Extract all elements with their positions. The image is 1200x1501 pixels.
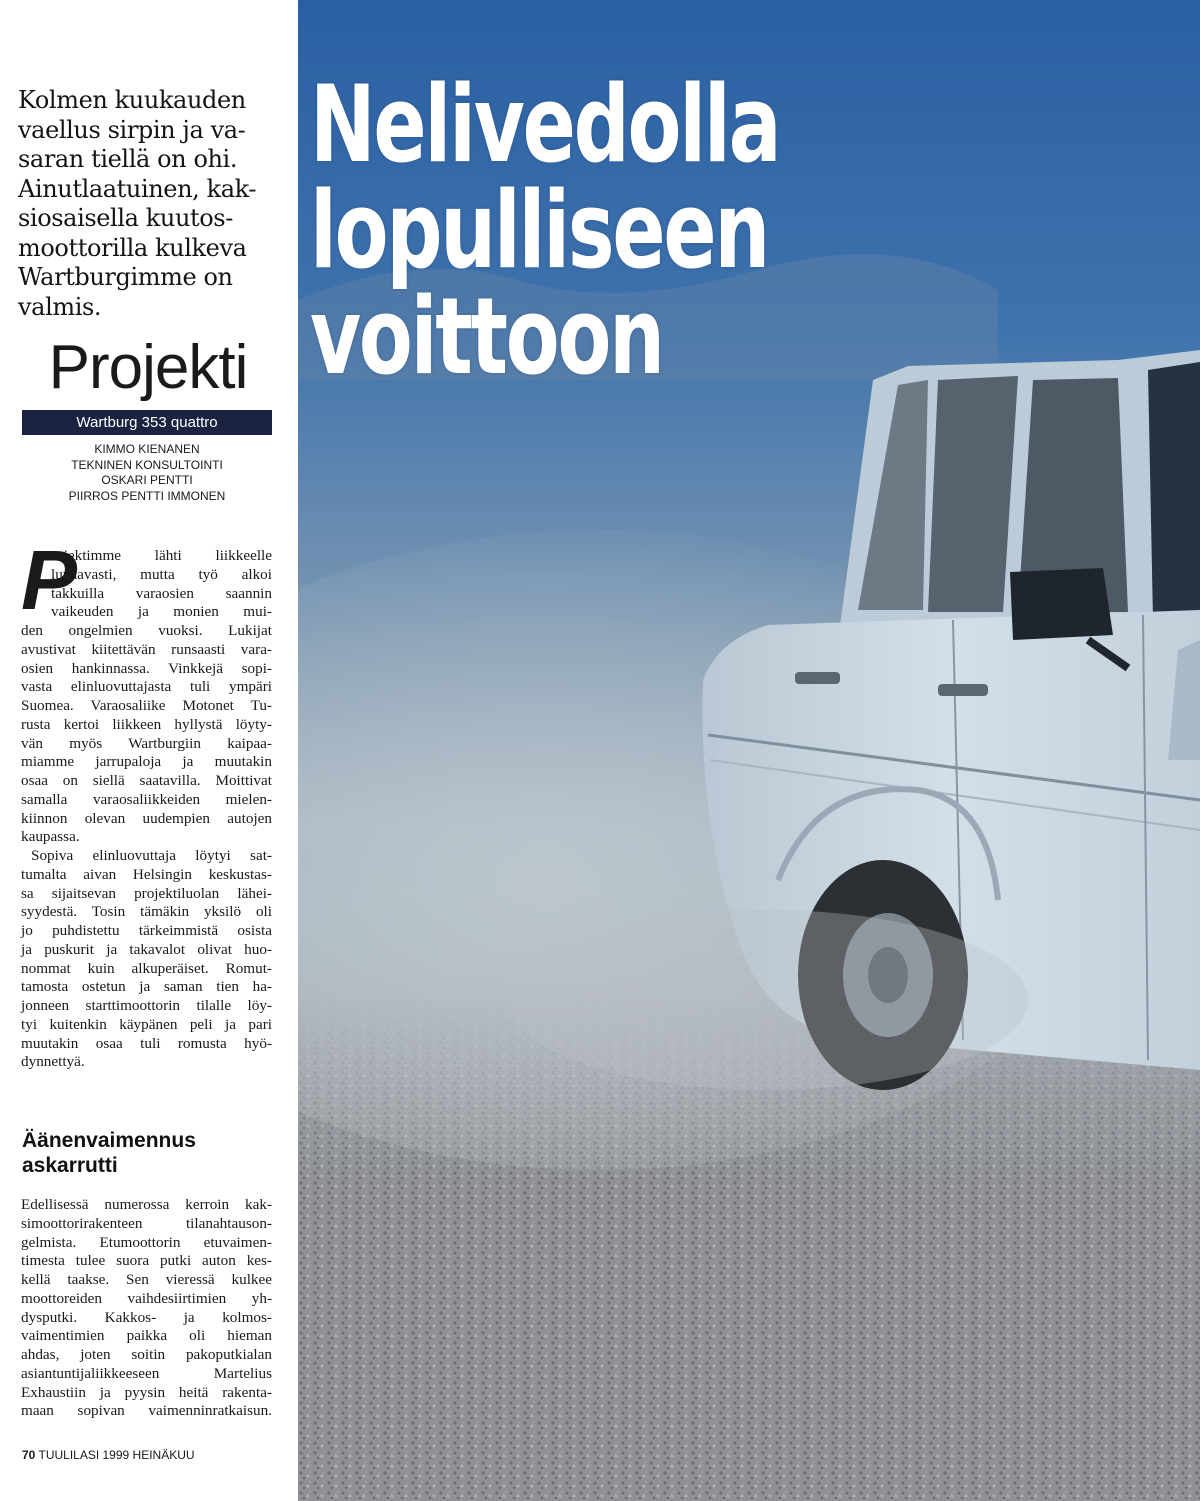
body-line: samalla varaosaliikkeiden mielen- [21, 790, 272, 808]
body-line: jo puhdistettu tärkeimmistä osista [21, 922, 272, 939]
body-line: vaikeuden ja monien mui- [51, 603, 272, 621]
subheading-line: Äänenvaimennus [22, 1129, 196, 1152]
lead-line: moottorilla kulkeva [18, 233, 247, 262]
headline-line: voittoon [310, 275, 663, 398]
body-line: moottoreiden vaihdesiirtimien yh- [21, 1289, 272, 1307]
author-credits [22, 442, 272, 504]
body-line: gelmista. Etumoottorin etuvaimen- [21, 1233, 272, 1251]
body-line: ahdas, joten soitin pakoputkialan [21, 1346, 272, 1363]
body-line: den ongelmien vuoksi. Lukijat [21, 622, 272, 639]
body-line: muutakin osaa tuli romusta hyö- [21, 1034, 272, 1052]
drop-cap: P [21, 533, 78, 627]
body-line: maan sopivan vaimenninratkaisun. [21, 1402, 272, 1420]
lead-line: saran tiellä on ohi. [18, 145, 238, 173]
body-line: tumalta aivan Helsingin keskustas- [21, 865, 272, 883]
body-line: avustivat kiitettävän runsaasti vara- [21, 640, 272, 658]
body-line: Edellisessä numerossa kerroin kak- [21, 1196, 272, 1213]
credit-line: OSKARI PENTTI [101, 473, 193, 487]
lead-line: Wartburgimme on [18, 263, 233, 291]
body-line: takkuilla varaosien saannin [51, 584, 272, 602]
body-line: tamosta ostetun ja saman tien ha- [21, 978, 272, 996]
body-line: tyi kuitenkin käypänen peli ja pari [21, 1015, 272, 1033]
body-line: Sopiva elinluovuttaja löytyi sat- [31, 847, 272, 864]
body-line: rojektimme lähti liikkeelle [51, 547, 272, 564]
article-body-2 [21, 1196, 272, 1421]
lead-line: Ainutlaatuinen, kak- [18, 174, 257, 203]
page-footer [22, 1448, 282, 1462]
body-line: kaupassa. [21, 828, 80, 846]
headline-line: lopulliseen [310, 169, 768, 292]
headline [310, 63, 961, 398]
section-subheading [22, 1128, 272, 1178]
body-line: timesta tulee suora putki auton kes- [21, 1252, 272, 1270]
credit-line: PIIRROS PENTTI IMMONEN [68, 488, 226, 503]
headline-line: Nelivedolla [310, 63, 780, 186]
subheading-line: askarrutti [22, 1154, 118, 1177]
lead-line: vaellus sirpin ja va- [18, 115, 246, 144]
body-line: Suomea. Varaosaliike Motonet Tu- [21, 697, 272, 714]
series-title: Projekti [48, 333, 248, 402]
lead-line: siosaisella kuutos- [18, 204, 233, 232]
body-line: miamme jarrupaloja ja muutakin [21, 753, 272, 771]
body-line: Exhaustiin ja pyysin heitä rakenta- [21, 1383, 272, 1401]
body-line: syydestä. Tosin tämäkin yksilö oli [21, 903, 272, 921]
lead-line: valmis. [18, 292, 102, 321]
body-line: dysputki. Kakkos- ja kolmos- [21, 1308, 272, 1326]
body-line: ja puskurit ja takavalot olivat huo- [21, 940, 272, 958]
body-line: rusta kertoi liikkeen hyllystä löyty- [21, 715, 272, 733]
body-line: vasta elinluovuttajasta tuli ympäri [21, 678, 272, 696]
credit-line: TEKNINEN KONSULTOINTI [71, 457, 223, 472]
body-line: kiinnon olevan uudempien autojen [21, 809, 272, 827]
body-line: nommat kuin alkuperäiset. Romut- [21, 959, 272, 977]
body-line: vän myös Wartburgiin kaipaa- [21, 734, 272, 752]
lead-line: Kolmen kuukauden [18, 86, 246, 114]
body-line: asiantuntijaliikkeeseen Martelius [21, 1364, 272, 1382]
series-subtitle-bar: Wartburg 353 quattro [22, 410, 272, 435]
article-body-1 [21, 547, 272, 1072]
body-line: kellä taakse. Sen vieressä kulkee [21, 1271, 272, 1288]
body-line: simoottorirakenteen tilanahtauson- [21, 1214, 272, 1232]
body-line: osaa on siellä saatavilla. Moittivat [21, 772, 272, 789]
credit-line: KIMMO KIENANEN [94, 442, 200, 456]
body-line: vaimentimien paikka oli hieman [21, 1327, 272, 1345]
left-text-column [0, 0, 298, 1501]
folio-text: TUULILASI 1999 HEINÄKUU [38, 1448, 195, 1462]
body-line: sa sijaitsevan projektiluolan lähei- [21, 884, 272, 902]
body-line: lupaavasti, mutta työ alkoi [51, 565, 272, 583]
page-number: 70 [22, 1448, 36, 1462]
body-line: dynnettyä. [21, 1053, 85, 1071]
body-line: osien hankinnassa. Vinkkejä sopi- [21, 659, 272, 677]
body-line: jonneen starttimoottorin tilalle löy- [21, 997, 272, 1014]
lead-paragraph [18, 86, 288, 322]
